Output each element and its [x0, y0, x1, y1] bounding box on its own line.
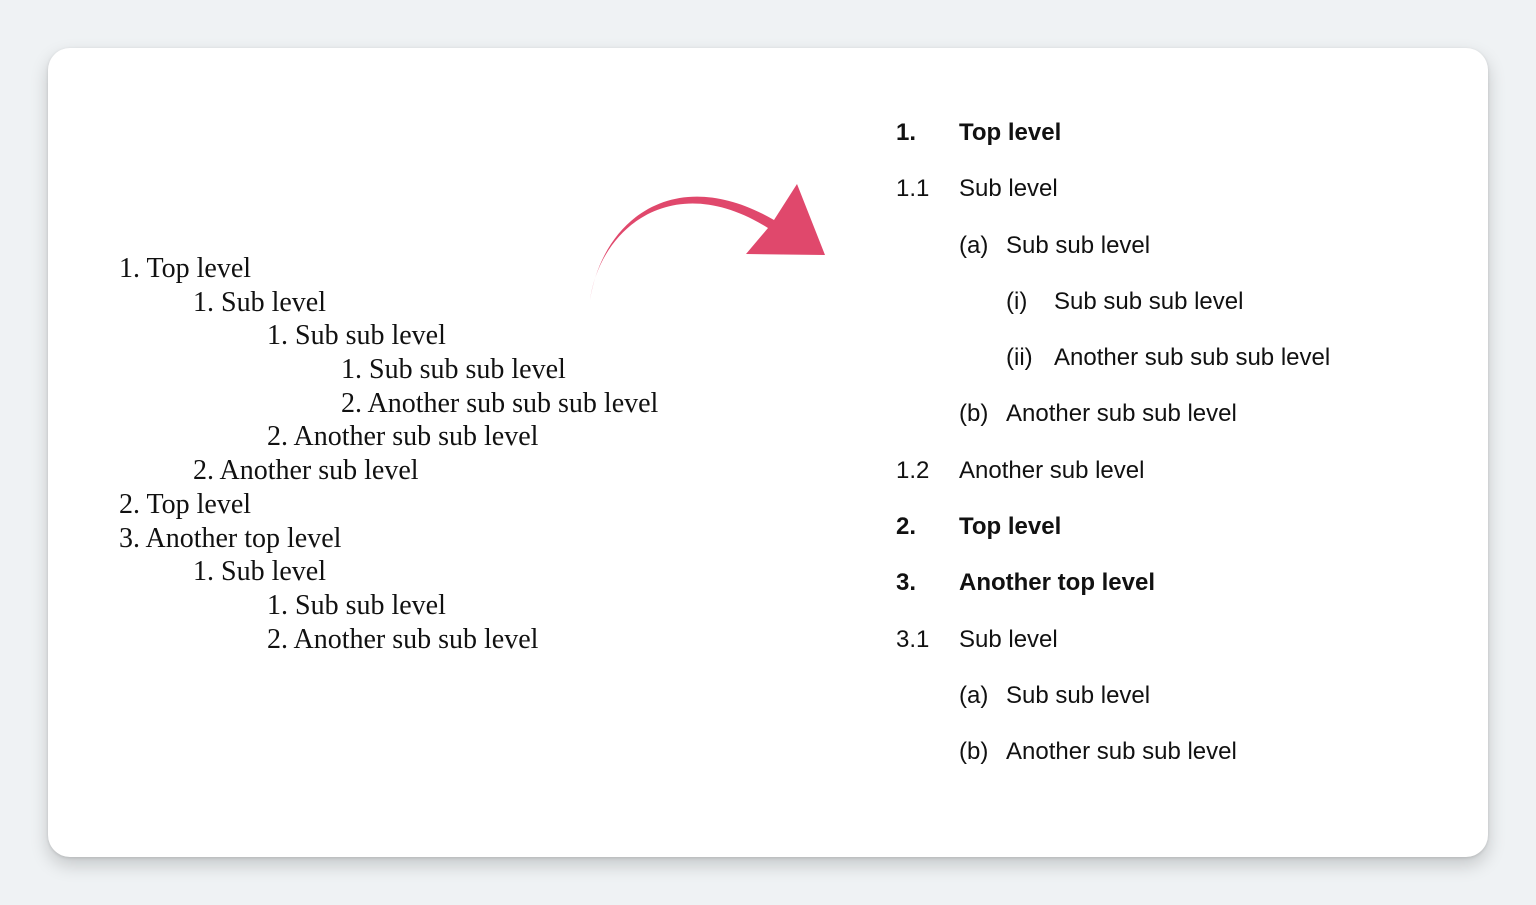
comparison-card: 1. Top level 1. Sub level 1. Sub sub level 1. Sub sub sub level 2. Another sub sub sub level 2. Another sub sub level 2. Another sub level 2. Top level 3. Another top level 1. Sub level 1. Sub sub level 2. Another sub sub level 1. Top level 1.1 Sub level (a) Sub sub level (i) Sub sub sub level (ii) Another sub sub sub level (b) Another sub sub level 1.2 Another sub level 2. Top level 3. Another top level 3.1 Sub level (a) Sub sub level (b) Another sub sub level — [48, 48, 1488, 857]
plain-list-item: 1. Sub sub level — [267, 320, 446, 352]
curved-arrow-right-icon — [578, 173, 838, 313]
plain-list-item: 1. Sub sub level — [267, 589, 446, 621]
plain-list-item: 1. Sub level — [193, 286, 326, 318]
plain-list-item: 1. Top level — [119, 253, 252, 284]
plain-list-item: 2. Another sub sub level — [267, 623, 539, 655]
plain-list-item: 2. Another sub sub level — [267, 421, 539, 453]
plain-list-item: 2. Top level — [119, 488, 252, 520]
plain-list-item: 2. Another sub sub sub level — [341, 387, 659, 419]
plain-list-item: 3. Another top level — [119, 522, 342, 554]
plain-list-item: 2. Another sub level — [193, 455, 419, 487]
plain-list-item: 1. Sub level — [193, 556, 326, 588]
plain-list-item: 1. Sub sub sub level — [341, 354, 566, 386]
